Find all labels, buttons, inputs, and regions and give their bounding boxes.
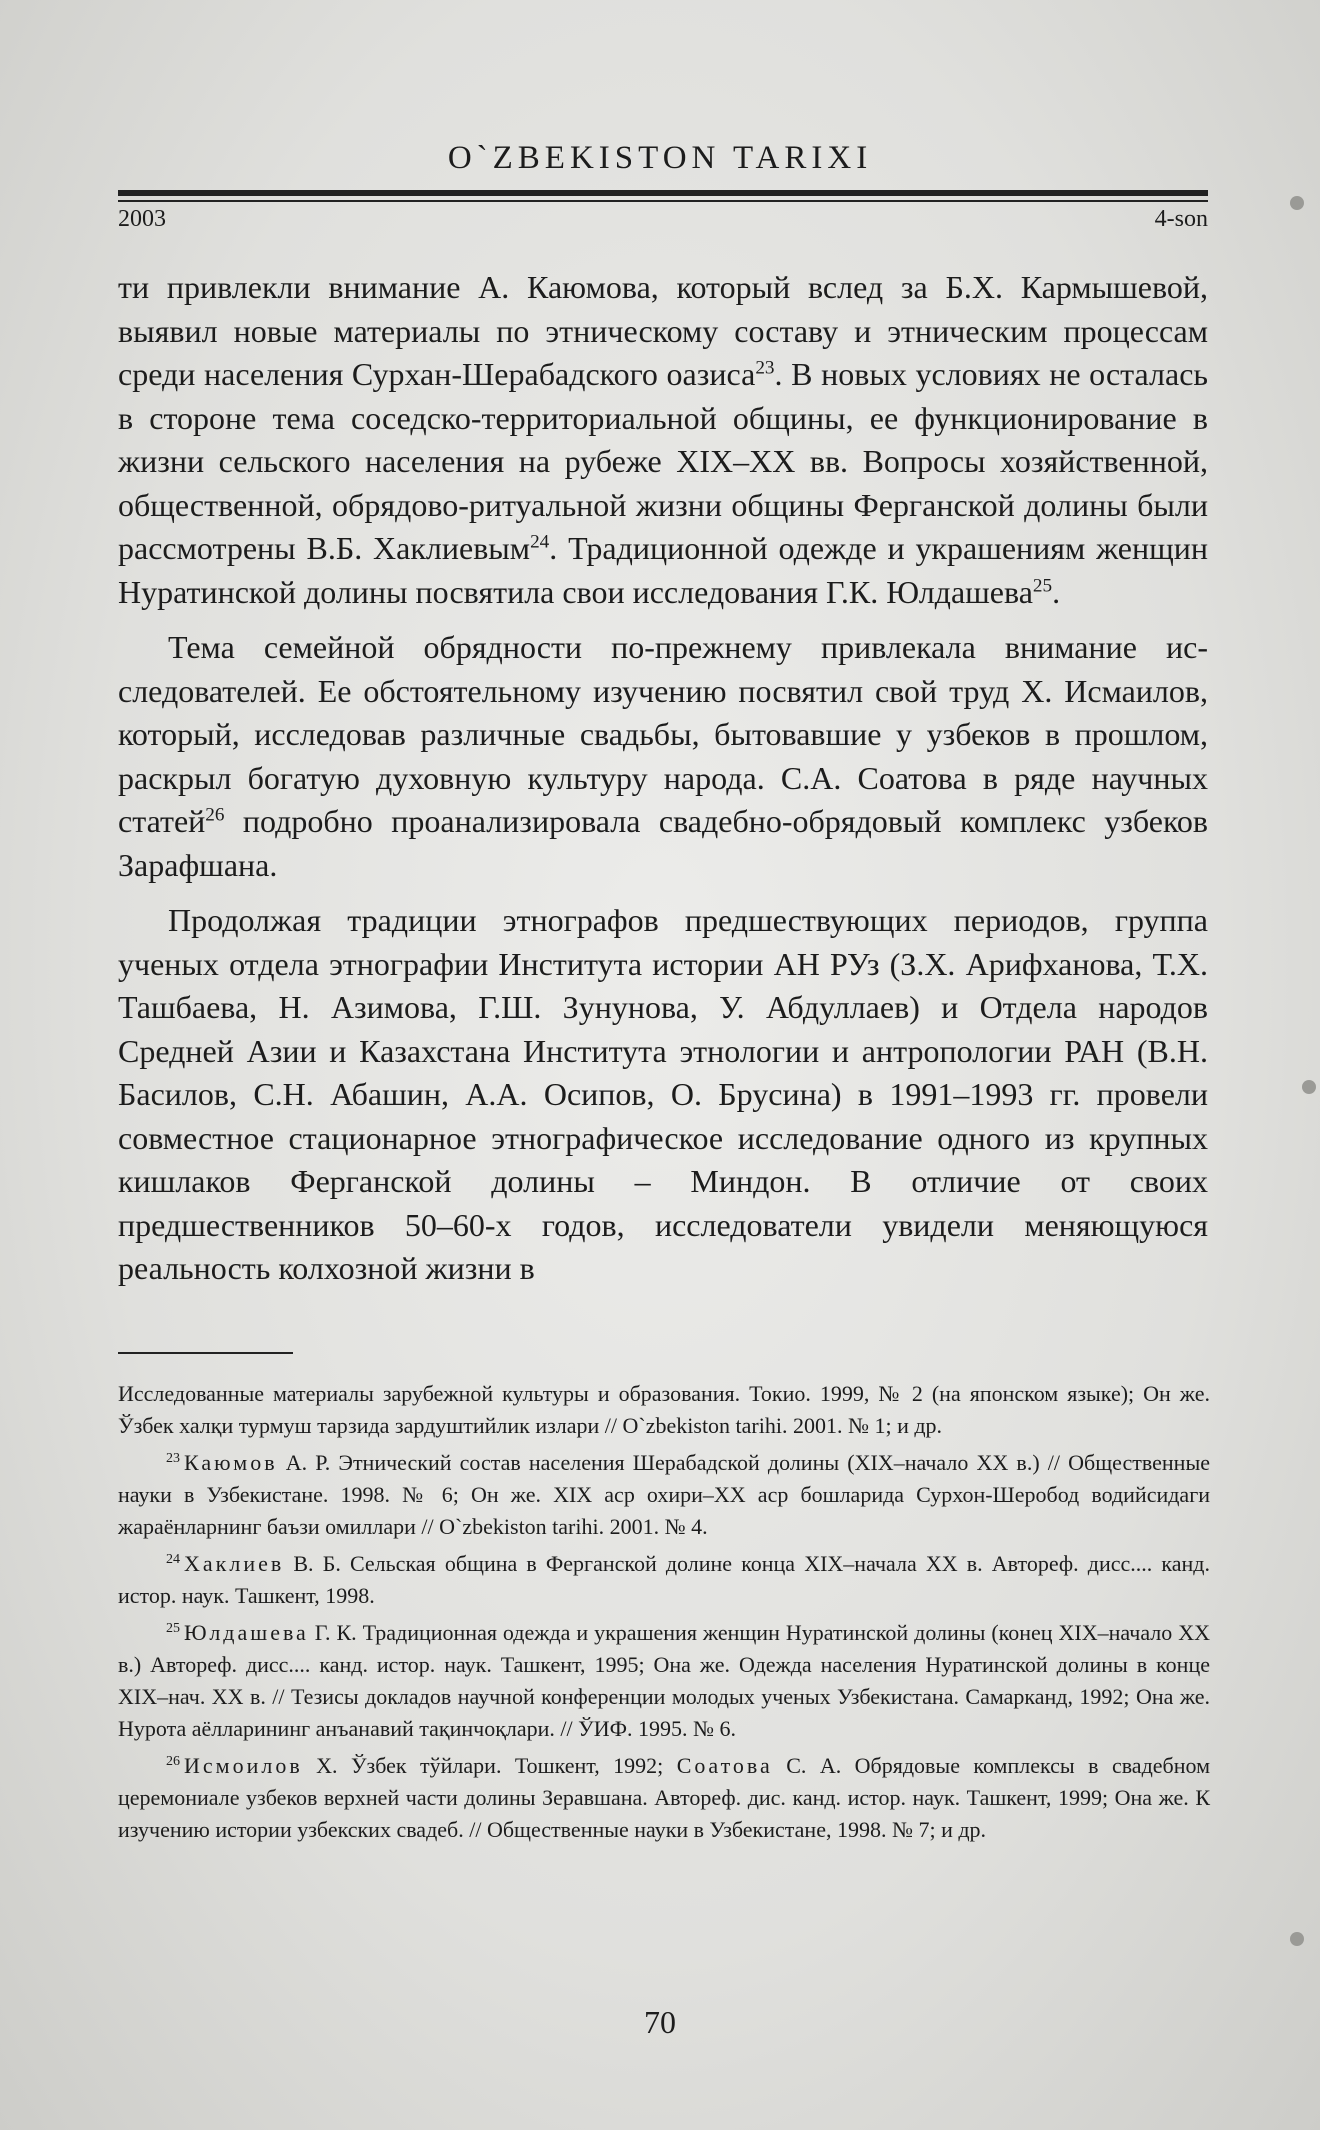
footnote (118, 1617, 1210, 1745)
issue-year: 2003 (118, 206, 166, 232)
body-paragraph (118, 626, 1208, 887)
header-rule-thin (118, 200, 1208, 202)
footnote-reference: 25 (1032, 574, 1053, 596)
footnote-number: 23 (166, 1450, 180, 1466)
footnote-text: Исследованные материалы зарубежной культуры и образования. Токио. 1999, № 2 (на японском языке); Он же. Ўзбек халқи турмуш тарзида зардуштийлик излари // O`zbekiston tarihi. 2001. № 1; и др. (118, 1381, 1210, 1438)
footnote-author: Исмоилов (184, 1753, 303, 1778)
body-paragraph (118, 899, 1208, 1291)
footnote-reference: 23 (755, 357, 775, 379)
footnote-number: 26 (166, 1753, 180, 1769)
footnote-reference: 24 (530, 531, 550, 553)
footnote-reference: 26 (205, 804, 225, 826)
footnote-divider (118, 1352, 293, 1354)
footnote-author: Юлдашева (184, 1620, 309, 1645)
footnote (118, 1447, 1210, 1543)
footnote-text: С. А. Обрядовые комплексы в свадебном церемониале узбеков верхней части долины Зеравшана. Автореф. дис. канд. истор. наук. Ташкент, 1999; Она же. К изучению истории узбекских свадеб. // Общественные науки в Узбекистане, 1998. № 7; и др. (118, 1753, 1210, 1842)
punch-hole-mark (1290, 1932, 1304, 1946)
punch-hole-mark (1302, 1080, 1316, 1094)
footnotes (118, 1378, 1210, 1851)
punch-hole-mark (1290, 196, 1304, 210)
footnote-number: 25 (166, 1620, 180, 1636)
footnote-text: Г. К. Традиционная одежда и украшения женщин Нуратинской долины (конец XIX–начало XX в.) Автореф. дисс.... канд. истор. наук. Ташкент, 1995; Она же. Одежда населения Нуратинской долины в конце XIX–нач. XX в. // Тезисы докладов научной конференции молодых ученых Узбекистана. Самарканд, 1992; Она же. Нурота аёлларининг анъанавий тақинчоқлари. // ЎИФ. 1995. № 6. (118, 1620, 1210, 1741)
footnote-text: Х. Ўзбек тўйлари. Тошкент, 1992; (302, 1753, 677, 1778)
paragraph-text: Продолжая традиции этнографов предшествующих периодов, группа ученых отдела этнографии Института истории АН РУз (З.Х. Арифханова, Т.Х. Ташбаева, Н. Азимова, Г.Ш. Зунунова, У. Абдуллаев) и Отдела народов Средней Азии и Казахстана Института этнологии и антропологии РАН (В.Н. Басилов, С.Н. Абашин, А.А. Осипов, О. Брусина) в 1991–1993 гг. провели совместное стационарное этнографическое исследование одного из крупных кишлаков Ферганской долины – Миндон. В отличие от своих предшественников 50–60-х годов, исследователи увидели меняющуюся реальность колхозной жизни в (118, 902, 1208, 1286)
footnote (118, 1548, 1210, 1612)
main-text (118, 266, 1208, 1303)
footnote-author: Хаклиев (184, 1551, 285, 1576)
paragraph-text: . (1052, 573, 1061, 610)
page-number: 70 (644, 2004, 676, 2040)
issue-number: 4-son (1154, 206, 1208, 232)
header-meta (118, 206, 1208, 233)
paragraph-text: Тема семейной обрядности по-прежнему привлекала внимание исследователей. Ее обстоятельному изучению посвятил свой труд Х. Исмаилов, который, исследовав различные свадьбы, бытовавшие у узбеков в прошлом, раскрыл богатую духовную культуру народа. С.А. Соатова в ряде научных статей (118, 629, 1208, 839)
footnote (118, 1378, 1210, 1442)
footnote-text: В. Б. Сельская община в Ферганской долине конца XIX–начала XX в. Автореф. дисс.... канд. истор. наук. Ташкент, 1998. (118, 1551, 1210, 1608)
footnote-text: А. Р. Этнический состав населения Шерабадской долины (XIX–начало XX в.) // Общественные науки в Узбекистане. 1998. № 6; Он же. XIX аср охири–XX аср бошларида Сурхон-Шеробод водийсидаги жараёнларнинг баъзи омиллари // O`zbekiston tarihi. 2001. № 4. (118, 1450, 1210, 1539)
body-paragraph (118, 266, 1208, 614)
header-rule-thick (118, 190, 1208, 196)
paragraph-text: . В новых условиях не осталась в стороне тема соседско-территориальной общины, ее функционирование в жизни сельского населения на рубеже XIX–XX вв. Вопросы хозяйственной, общественной, обрядово-ритуальной жизни общины Ферганской долины были рассмотрены В.Б. Хаклиевым (118, 356, 1209, 566)
footnote-number: 24 (166, 1551, 180, 1567)
footnote-author: Соатова (676, 1753, 773, 1778)
footnote-author: Каюмов (184, 1450, 278, 1475)
footnote (118, 1750, 1210, 1846)
paragraph-text: подробно проанализировала свадебно-обрядовый комплекс узбеков Зарафшана. (118, 803, 1208, 883)
paragraph-text: ти привлекли внимание А. Каюмова, который вслед за Б.Х. Кармышевой, выявил новые материалы по этническому составу и этническим процессам среди населения Сурхан-Шерабадского оазиса (118, 269, 1208, 392)
journal-title: O`ZBEKISTON TARIXI (447, 140, 873, 176)
paragraph-text: . Традиционной одежде и украшениям женщин Нуратинской долины посвятила свои исследования Г.К. Юлдашева (118, 530, 1209, 610)
